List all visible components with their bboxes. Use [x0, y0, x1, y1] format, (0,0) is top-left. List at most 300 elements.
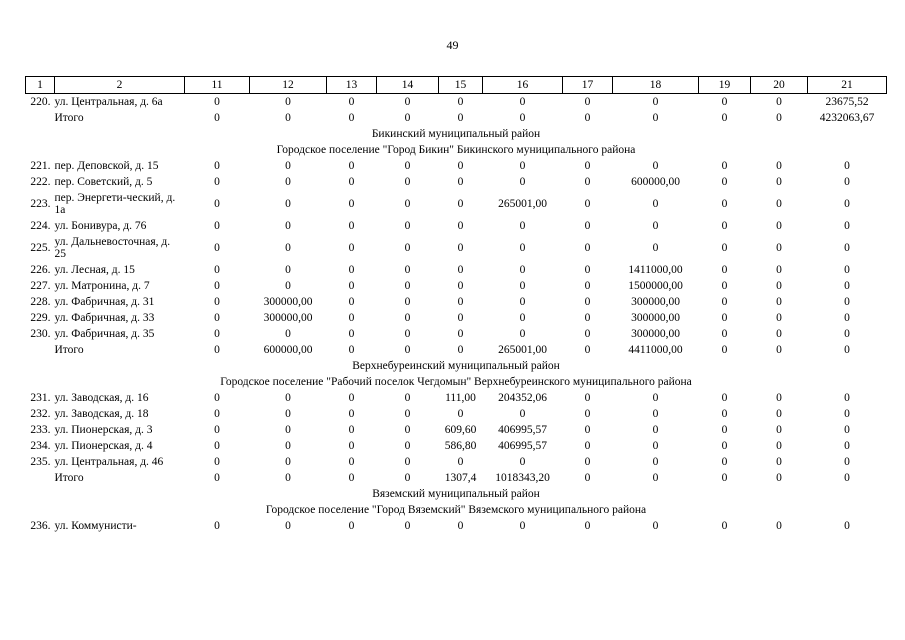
value-cell: 0	[776, 176, 782, 188]
value-cell: 0	[844, 456, 850, 468]
value-cell: 0	[584, 328, 591, 340]
value-cell: 0	[721, 280, 728, 292]
address-cell: ул. Пионерская, д. 3	[54, 424, 153, 436]
value-cell: 0	[844, 408, 850, 420]
value-cell: 204352,06	[498, 392, 547, 404]
table-row	[26, 174, 887, 190]
address-cell: ул. Лесная, д. 15	[54, 264, 135, 276]
value-cell: 0	[776, 112, 782, 124]
value-cell: 609,60	[444, 424, 477, 436]
value-cell: 0	[844, 344, 850, 356]
value-cell: 0	[652, 440, 659, 452]
table-row	[26, 278, 887, 294]
value-cell: 0	[776, 312, 782, 324]
value-cell: 0	[404, 112, 411, 124]
value-cell: 0	[844, 328, 850, 340]
address-cell: ул. Бонивура, д. 76	[54, 220, 147, 232]
value-cell: 0	[776, 456, 782, 468]
section-heading: Городское поселение "Город Вяземский" Вяземского муниципального района	[265, 504, 647, 516]
value-cell: 0	[457, 328, 464, 340]
value-cell: 600000,00	[263, 344, 313, 356]
value-cell: 0	[404, 520, 411, 532]
value-cell: 0	[584, 392, 591, 404]
value-cell: 0	[721, 392, 728, 404]
value-cell: 0	[214, 472, 220, 484]
value-cell: 0	[214, 440, 220, 452]
value-cell: 265001,00	[498, 198, 547, 210]
value-cell: 0	[214, 424, 220, 436]
value-cell: 0	[404, 280, 411, 292]
address-cell: ул. Центральная, д. 46	[54, 456, 164, 468]
value-cell: 586,80	[444, 440, 477, 452]
value-cell: 0	[285, 160, 291, 172]
column-header: 14	[377, 77, 439, 94]
value-cell: 0	[584, 344, 591, 356]
row-number: 222.	[30, 176, 51, 188]
value-cell: 1307,4	[444, 472, 477, 484]
value-cell: 0	[519, 112, 526, 124]
value-cell: 0	[457, 242, 464, 254]
value-cell: 0	[457, 408, 464, 420]
value-cell: 0	[214, 112, 220, 124]
value-cell: 0	[285, 220, 291, 232]
address-cell: пер. Энергети-ческий, д. 1а	[54, 192, 176, 216]
value-cell: 0	[457, 296, 464, 308]
value-cell: 0	[404, 408, 411, 420]
value-cell: 0	[214, 328, 220, 340]
column-header: 18	[613, 77, 699, 94]
value-cell: 0	[348, 160, 355, 172]
value-cell: 0	[584, 112, 591, 124]
column-header: 20	[751, 77, 808, 94]
value-cell: 0	[584, 520, 591, 532]
value-cell: 23675,52	[825, 96, 869, 108]
address-cell: ул. Фабричная, д. 35	[54, 328, 155, 340]
value-cell: 0	[844, 280, 850, 292]
value-cell: 0	[348, 440, 355, 452]
value-cell: 0	[721, 424, 728, 436]
table-row	[26, 406, 887, 422]
value-cell: 0	[348, 312, 355, 324]
value-cell: 0	[348, 408, 355, 420]
value-cell: 0	[844, 312, 850, 324]
value-cell: 0	[844, 242, 850, 254]
column-header: 17	[563, 77, 613, 94]
value-cell: 0	[457, 96, 464, 108]
value-cell: 0	[404, 328, 411, 340]
value-cell: 0	[285, 392, 291, 404]
value-cell: 0	[519, 280, 526, 292]
value-cell: 0	[584, 160, 591, 172]
value-cell: 0	[776, 96, 782, 108]
value-cell: 0	[652, 198, 659, 210]
value-cell: 0	[404, 176, 411, 188]
value-cell: 0	[348, 520, 355, 532]
section-heading-row	[26, 142, 887, 158]
value-cell: 4411000,00	[628, 344, 683, 356]
address-cell: ул. Пионерская, д. 4	[54, 440, 153, 452]
value-cell: 4232063,67	[819, 112, 875, 124]
value-cell: 0	[285, 520, 291, 532]
table-row	[26, 218, 887, 234]
column-header: 19	[699, 77, 751, 94]
value-cell: 0	[584, 472, 591, 484]
value-cell: 0	[721, 312, 728, 324]
address-cell: ул. Фабричная, д. 33	[54, 312, 155, 324]
value-cell: 0	[348, 296, 355, 308]
value-cell: 0	[519, 312, 526, 324]
value-cell: 0	[519, 296, 526, 308]
section-heading-row	[26, 502, 887, 518]
value-cell: 0	[404, 424, 411, 436]
total-label: Итого	[54, 112, 84, 124]
value-cell: 0	[844, 424, 850, 436]
value-cell: 0	[721, 456, 728, 468]
value-cell: 0	[721, 198, 728, 210]
table-row	[26, 310, 887, 326]
table-row	[26, 422, 887, 438]
value-cell: 0	[457, 198, 464, 210]
row-number: 229.	[30, 312, 51, 324]
value-cell: 0	[721, 328, 728, 340]
total-row	[26, 470, 887, 486]
value-cell: 0	[721, 176, 728, 188]
value-cell: 0	[404, 220, 411, 232]
value-cell: 300000,00	[263, 312, 313, 324]
value-cell: 0	[404, 296, 411, 308]
value-cell: 0	[776, 198, 782, 210]
value-cell: 0	[214, 176, 220, 188]
value-cell: 300000,00	[631, 296, 680, 308]
table-row	[26, 294, 887, 310]
value-cell: 0	[404, 392, 411, 404]
section-heading: Вяземский муниципальный район	[372, 488, 540, 500]
value-cell: 0	[348, 456, 355, 468]
value-cell: 0	[214, 220, 220, 232]
row-number: 226.	[30, 264, 51, 276]
section-heading-row	[26, 486, 887, 502]
value-cell: 0	[285, 112, 291, 124]
address-cell: ул. Центральная, д. 6а	[54, 96, 163, 108]
value-cell: 0	[404, 456, 411, 468]
value-cell: 0	[457, 344, 464, 356]
value-cell: 1500000,00	[628, 280, 683, 292]
value-cell: 0	[844, 160, 850, 172]
value-cell: 0	[776, 242, 782, 254]
value-cell: 0	[285, 242, 291, 254]
value-cell: 0	[776, 472, 782, 484]
value-cell: 111,00	[445, 392, 476, 404]
value-cell: 0	[214, 456, 220, 468]
column-header: 15	[439, 77, 483, 94]
value-cell: 0	[214, 296, 220, 308]
value-cell: 0	[652, 456, 659, 468]
value-cell: 0	[404, 344, 411, 356]
value-cell: 0	[404, 160, 411, 172]
value-cell: 0	[652, 392, 659, 404]
table-body	[26, 94, 887, 535]
value-cell: 0	[721, 220, 728, 232]
value-cell: 0	[652, 472, 659, 484]
data-table	[25, 76, 887, 534]
address-cell: пер. Советский, д. 5	[54, 176, 153, 188]
row-number: 230.	[30, 328, 51, 340]
value-cell: 1411000,00	[628, 264, 683, 276]
value-cell: 0	[652, 424, 659, 436]
value-cell: 0	[844, 440, 850, 452]
value-cell: 0	[721, 408, 728, 420]
value-cell: 0	[584, 312, 591, 324]
value-cell: 0	[285, 328, 291, 340]
value-cell: 0	[652, 520, 659, 532]
row-number	[26, 342, 55, 358]
value-cell: 0	[776, 264, 782, 276]
value-cell: 0	[404, 96, 411, 108]
row-number: 235.	[30, 456, 51, 468]
address-cell: ул. Матронина, д. 7	[54, 280, 150, 292]
table-row	[26, 390, 887, 406]
value-cell: 0	[285, 440, 291, 452]
value-cell: 0	[721, 264, 728, 276]
header-row	[26, 77, 887, 94]
value-cell: 0	[721, 112, 728, 124]
column-header: 2	[55, 77, 185, 94]
row-number: 233.	[30, 424, 51, 436]
value-cell: 0	[776, 440, 782, 452]
value-cell: 0	[214, 264, 220, 276]
row-number: 232.	[30, 408, 51, 420]
value-cell: 0	[457, 176, 464, 188]
value-cell: 0	[584, 440, 591, 452]
value-cell: 0	[348, 242, 355, 254]
value-cell: 0	[348, 198, 355, 210]
value-cell: 0	[214, 280, 220, 292]
value-cell: 0	[404, 440, 411, 452]
row-number: 224.	[30, 220, 51, 232]
value-cell: 0	[404, 198, 411, 210]
total-row	[26, 342, 887, 358]
value-cell: 0	[584, 408, 591, 420]
table-row	[26, 234, 887, 262]
value-cell: 600000,00	[631, 176, 680, 188]
value-cell: 0	[584, 296, 591, 308]
table-row	[26, 518, 887, 534]
value-cell: 0	[348, 424, 355, 436]
value-cell: 0	[519, 242, 526, 254]
value-cell: 0	[721, 96, 728, 108]
value-cell: 0	[285, 408, 291, 420]
value-cell: 0	[776, 296, 782, 308]
value-cell: 0	[844, 264, 850, 276]
value-cell: 265001,00	[498, 344, 547, 356]
column-header: 12	[250, 77, 327, 94]
value-cell: 0	[214, 96, 220, 108]
value-cell: 0	[214, 344, 220, 356]
value-cell: 0	[844, 296, 850, 308]
value-cell: 0	[285, 456, 291, 468]
column-header: 11	[185, 77, 250, 94]
value-cell: 0	[214, 242, 220, 254]
value-cell: 0	[214, 160, 220, 172]
value-cell: 0	[584, 220, 591, 232]
row-number: 236.	[30, 520, 51, 532]
value-cell: 406995,57	[498, 424, 547, 436]
value-cell: 0	[721, 242, 728, 254]
value-cell: 0	[776, 280, 782, 292]
section-heading-row	[26, 126, 887, 142]
value-cell: 0	[348, 112, 355, 124]
value-cell: 0	[776, 344, 782, 356]
value-cell: 0	[776, 160, 782, 172]
table-row	[26, 94, 887, 111]
value-cell: 0	[404, 264, 411, 276]
section-heading: Городское поселение "Рабочий поселок Чегдомын" Верхнебуреинского муниципального района	[220, 376, 692, 388]
value-cell: 0	[404, 472, 411, 484]
value-cell: 0	[519, 220, 526, 232]
table-row	[26, 158, 887, 174]
value-cell: 0	[776, 328, 782, 340]
value-cell: 0	[519, 176, 526, 188]
section-heading: Бикинский муниципальный район	[371, 128, 541, 140]
total-label: Итого	[54, 472, 84, 484]
address-cell: ул. Дальневосточная, д. 25	[54, 236, 171, 260]
row-number	[26, 110, 55, 126]
value-cell: 0	[214, 408, 220, 420]
value-cell: 0	[652, 160, 659, 172]
value-cell: 0	[457, 312, 464, 324]
address-cell: пер. Деповской, д. 15	[54, 160, 159, 172]
value-cell: 0	[348, 392, 355, 404]
value-cell: 0	[844, 520, 850, 532]
value-cell: 0	[348, 328, 355, 340]
value-cell: 0	[844, 176, 850, 188]
value-cell: 0	[584, 424, 591, 436]
value-cell: 0	[776, 408, 782, 420]
section-heading: Городское поселение "Город Бикин" Бикинского муниципального района	[276, 144, 636, 156]
table-row	[26, 438, 887, 454]
value-cell: 0	[285, 280, 291, 292]
value-cell: 300000,00	[631, 312, 680, 324]
value-cell: 0	[214, 312, 220, 324]
value-cell: 0	[348, 472, 355, 484]
value-cell: 0	[285, 198, 291, 210]
row-number: 221.	[30, 160, 51, 172]
value-cell: 0	[519, 96, 526, 108]
value-cell: 300000,00	[263, 296, 313, 308]
value-cell: 0	[519, 160, 526, 172]
value-cell: 0	[214, 392, 220, 404]
page-number: 49	[446, 38, 459, 52]
value-cell: 0	[214, 198, 220, 210]
value-cell: 0	[457, 456, 464, 468]
value-cell: 0	[652, 220, 659, 232]
value-cell: 0	[721, 440, 728, 452]
value-cell: 0	[285, 472, 291, 484]
value-cell: 0	[652, 96, 659, 108]
table-row	[26, 326, 887, 342]
value-cell: 0	[519, 456, 526, 468]
address-cell: ул. Заводская, д. 16	[54, 392, 149, 404]
value-cell: 0	[214, 520, 220, 532]
value-cell: 0	[721, 160, 728, 172]
table-row	[26, 190, 887, 218]
value-cell: 1018343,20	[495, 472, 550, 484]
value-cell: 0	[457, 280, 464, 292]
value-cell: 0	[776, 220, 782, 232]
value-cell: 0	[844, 220, 850, 232]
section-heading: Верхнебуреинский муниципальный район	[352, 360, 560, 372]
value-cell: 0	[584, 280, 591, 292]
section-heading-row	[26, 374, 887, 390]
table-row	[26, 454, 887, 470]
value-cell: 0	[776, 424, 782, 436]
row-number: 223.	[30, 198, 51, 210]
value-cell: 300000,00	[631, 328, 680, 340]
value-cell: 0	[721, 472, 728, 484]
value-cell: 0	[404, 242, 411, 254]
section-heading-row	[26, 358, 887, 374]
value-cell: 0	[584, 456, 591, 468]
table-row	[26, 262, 887, 278]
value-cell: 0	[584, 96, 591, 108]
value-cell: 0	[519, 328, 526, 340]
value-cell: 0	[404, 312, 411, 324]
row-number: 228.	[30, 296, 51, 308]
row-number: 231.	[30, 392, 51, 404]
column-header: 16	[483, 77, 563, 94]
column-header: 1	[26, 77, 55, 94]
value-cell: 0	[652, 242, 659, 254]
value-cell: 0	[519, 520, 526, 532]
value-cell: 0	[348, 220, 355, 232]
value-cell: 0	[348, 344, 355, 356]
row-number: 234.	[30, 440, 51, 452]
total-label: Итого	[54, 344, 84, 356]
value-cell: 0	[844, 198, 850, 210]
column-header: 13	[327, 77, 377, 94]
value-cell: 0	[721, 520, 728, 532]
value-cell: 0	[348, 280, 355, 292]
value-cell: 0	[776, 520, 782, 532]
value-cell: 0	[285, 264, 291, 276]
column-header: 21	[808, 77, 887, 94]
value-cell: 0	[457, 220, 464, 232]
value-cell: 406995,57	[498, 440, 547, 452]
value-cell: 0	[285, 96, 291, 108]
value-cell: 0	[457, 264, 464, 276]
value-cell: 0	[519, 408, 526, 420]
value-cell: 0	[519, 264, 526, 276]
total-row	[26, 110, 887, 126]
value-cell: 0	[285, 424, 291, 436]
value-cell: 0	[584, 264, 591, 276]
value-cell: 0	[652, 408, 659, 420]
value-cell: 0	[457, 160, 464, 172]
address-cell: ул. Заводская, д. 18	[54, 408, 149, 420]
value-cell: 0	[457, 112, 464, 124]
value-cell: 0	[844, 472, 850, 484]
row-number: 225.	[30, 242, 51, 254]
value-cell: 0	[285, 176, 291, 188]
value-cell: 0	[348, 264, 355, 276]
row-number	[26, 470, 55, 486]
value-cell: 0	[457, 520, 464, 532]
value-cell: 0	[721, 296, 728, 308]
row-number: 220.	[30, 96, 51, 108]
address-cell: ул. Фабричная, д. 31	[54, 296, 155, 308]
value-cell: 0	[584, 176, 591, 188]
value-cell: 0	[584, 198, 591, 210]
